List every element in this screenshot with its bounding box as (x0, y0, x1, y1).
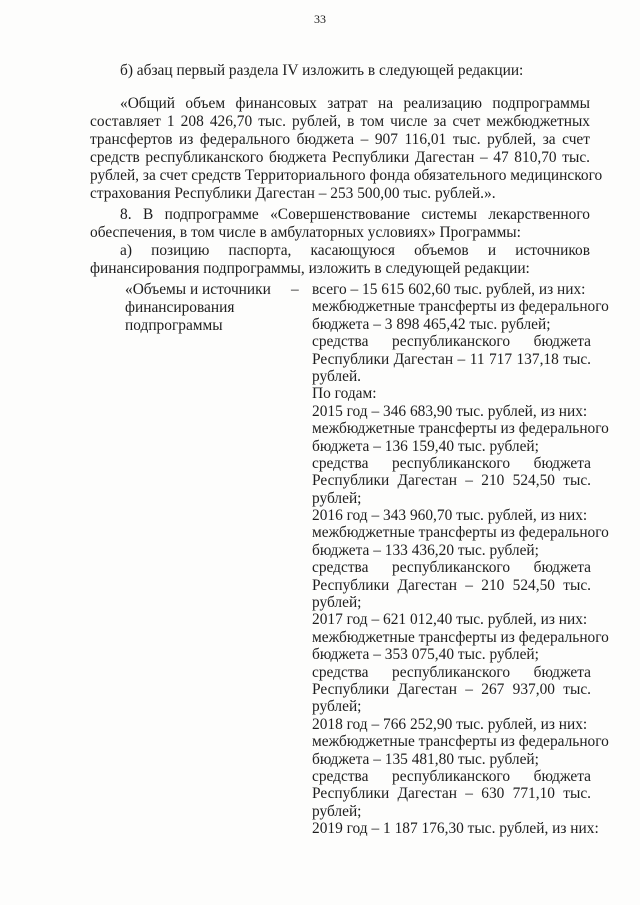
funding-line: средства республиканского бюджета (312, 333, 591, 351)
quote-line: рублей, за счет средств Территориального фонда обязательного медицинского (90, 167, 603, 184)
funding-line: Республики Дагестан – 210 524,50 тыс. (312, 472, 591, 490)
label-line: подпрограммы (125, 317, 223, 334)
funding-line: бюджета – 133 436,20 тыс. рублей; (312, 541, 539, 559)
quote-line: составляет 1 208 426,70 тыс. рублей, в том числе за счет межбюджетных (90, 113, 590, 130)
funding-line: средства республиканского бюджета (312, 454, 591, 472)
item-8-line: обеспечения, в том числе в амбулаторных условиях» Программы: (90, 224, 521, 241)
funding-line: 2015 год – 346 683,90 тыс. рублей, из них: (312, 402, 588, 420)
funding-line: рублей; (312, 489, 362, 507)
funding-line: рублей. (312, 367, 362, 385)
item-8-line: финансирования подпрограммы, изложить в следующей редакции: (90, 260, 530, 277)
funding-line: 2017 год – 621 012,40 тыс. рублей, из них: (312, 611, 588, 629)
funding-line: бюджета – 3 898 465,42 тыс. рублей; (312, 315, 551, 333)
item-8-line: 8. В подпрограмме «Совершенствование системы лекарственного (120, 206, 590, 223)
funding-line: всего – 15 615 602,60 тыс. рублей, из них: (312, 281, 586, 298)
quote-line: «Общий объем финансовых затрат на реализацию подпрограммы (120, 95, 590, 112)
quote-line: средств республиканского бюджета Республики Дагестан – 47 810,70 тыс. (90, 149, 590, 166)
funding-line: межбюджетные трансферты из федерального (312, 298, 609, 316)
funding-line: Республики Дагестан – 11 717 137,18 тыс. (312, 350, 591, 368)
funding-line: средства республиканского бюджета (312, 767, 591, 785)
item-8-line: а) позицию паспорта, касающуюся объемов и источников (120, 242, 590, 259)
funding-line: межбюджетные трансферты из федерального (312, 733, 609, 751)
quote-line: страхования Республики Дагестан – 253 500,00 тыс. рублей.». (90, 185, 496, 202)
table-dash: – (291, 281, 299, 298)
funding-line: рублей; (312, 802, 362, 820)
funding-line: 2018 год – 766 252,90 тыс. рублей, из них: (312, 715, 588, 733)
label-line: финансирования (125, 299, 235, 316)
funding-line: бюджета – 135 481,80 тыс. рублей; (312, 750, 539, 768)
funding-line: Республики Дагестан – 267 937,00 тыс. (312, 680, 591, 698)
funding-line: бюджета – 136 159,40 тыс. рублей; (312, 437, 539, 455)
funding-line: Республики Дагестан – 630 771,10 тыс. (312, 785, 591, 803)
funding-line: 2019 год – 1 187 176,30 тыс. рублей, из них: (312, 820, 599, 838)
funding-line: 2016 год – 343 960,70 тыс. рублей, из них: (312, 507, 588, 525)
quote-line: трансфертов из федерального бюджета – 907 116,01 тыс. рублей, за счет (90, 131, 590, 148)
funding-line: бюджета – 353 075,40 тыс. рублей; (312, 646, 539, 664)
funding-line: средства республиканского бюджета (312, 559, 591, 577)
funding-line: Республики Дагестан – 210 524,50 тыс. (312, 576, 591, 594)
funding-line: межбюджетные трансферты из федерального (312, 628, 609, 646)
funding-details (312, 281, 609, 838)
funding-line: По годам: (312, 385, 377, 403)
funding-line: межбюджетные трансферты из федерального (312, 524, 609, 542)
funding-line: рублей; (312, 698, 362, 716)
label-line: «Объемы и источники (125, 281, 271, 298)
passport-position-label (125, 281, 271, 335)
funding-line: средства республиканского бюджета (312, 663, 591, 681)
funding-line: межбюджетные трансферты из федерального (312, 420, 609, 438)
item-b-paragraph: б) абзац первый раздела IV изложить в следующей редакции: (120, 62, 524, 79)
funding-line: рублей; (312, 594, 362, 612)
page-number: 33 (314, 12, 326, 26)
